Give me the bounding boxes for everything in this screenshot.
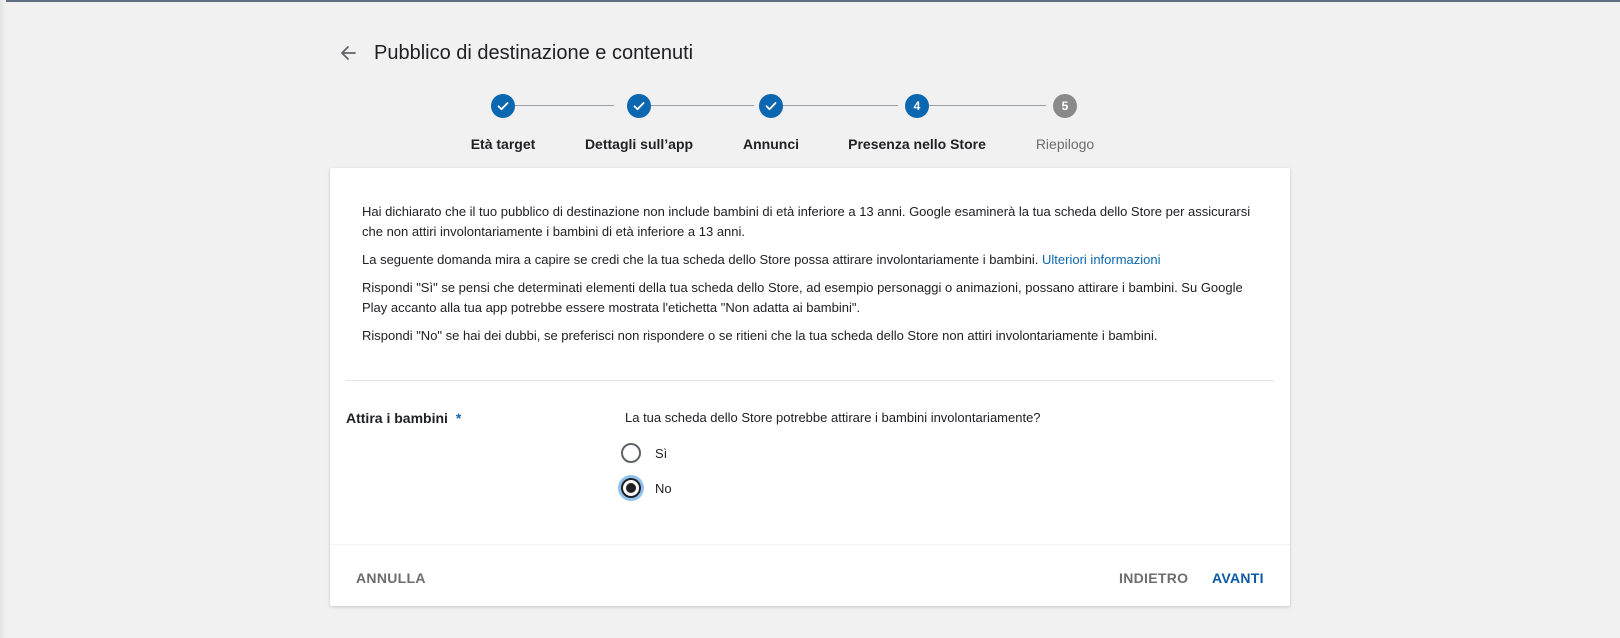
intro-paragraph: Hai dichiarato che il tuo pubblico di destinazione non include bambini di età inferiore a 13 anni. Google esaminerà la tua scheda dello Store per assicurarsi che non attiri involontariamente i bambini di età inferiore a 13 anni.: [362, 204, 1251, 239]
intro-paragraph: Rispondi "Sì" se pensi che determinati elementi della tua scheda dello Store, ad esempio personaggi o animazioni, possano attirare i bambini. Su Google Play accanto alla tua app potrebbe essere mostrata l'etichetta "Non adatta ai bambini".: [362, 280, 1243, 315]
field-question: La tua scheda dello Store potrebbe attirare i bambini involontariamente?: [625, 410, 1041, 425]
intro-paragraph: Rispondi "No" se hai dei dubbi, se preferisci non rispondere o se ritieni che la tua scheda dello Store non attiri involontariamente i bambini.: [362, 328, 1158, 343]
step-connector: [514, 105, 614, 106]
left-edge-shadow: [0, 0, 6, 638]
radio-button[interactable]: [621, 443, 641, 463]
radio-option-si[interactable]: [621, 443, 667, 463]
step-4-number: 4: [905, 94, 929, 118]
learn-more-link[interactable]: Ulteriori informazioni: [1042, 252, 1161, 267]
intro-text: [362, 202, 1252, 354]
top-border: [0, 0, 1620, 2]
arrow-left-icon: [339, 44, 357, 62]
radio-dot-icon: [626, 483, 636, 493]
radio-label: No: [655, 480, 672, 496]
step-5-number: 5: [1053, 94, 1077, 118]
next-button[interactable]: AVANTI: [1202, 560, 1274, 596]
back-step-button[interactable]: INDIETRO: [1109, 560, 1198, 596]
step-connector: [650, 105, 754, 106]
section-divider: [346, 380, 1274, 381]
field-label-text: Attira i bambini: [346, 410, 448, 426]
step-3-check-icon: [759, 94, 783, 118]
radio-label: Sì: [655, 445, 668, 461]
step-label-dettagli-app: Dettagli sull’app: [584, 136, 694, 152]
footer-divider: [330, 544, 1290, 545]
step-label-eta-target: Età target: [470, 136, 536, 152]
step-connector: [782, 105, 898, 106]
intro-paragraph: [362, 250, 1252, 270]
step-1-check-icon: [491, 94, 515, 118]
required-mark: *: [455, 410, 462, 426]
form-card: [330, 168, 1290, 606]
stepper: [460, 94, 1160, 154]
radio-option-no[interactable]: [621, 478, 672, 498]
cancel-button[interactable]: ANNULLA: [346, 560, 436, 596]
step-connector: [928, 105, 1046, 106]
radio-button[interactable]: [621, 478, 641, 498]
step-2-check-icon: [627, 94, 651, 118]
intro-paragraph-text: La seguente domanda mira a capire se credi che la tua scheda dello Store possa attirare involontariamente i bambini.: [362, 252, 1039, 267]
step-label-annunci: Annunci: [743, 136, 799, 152]
step-label-presenza-store: Presenza nello Store: [848, 136, 986, 152]
page-header: [336, 36, 693, 70]
back-button[interactable]: [336, 41, 360, 65]
field-label: [346, 410, 461, 426]
step-label-riepilogo: Riepilogo: [1035, 136, 1095, 152]
page-title: Pubblico di destinazione e contenuti: [374, 41, 694, 64]
